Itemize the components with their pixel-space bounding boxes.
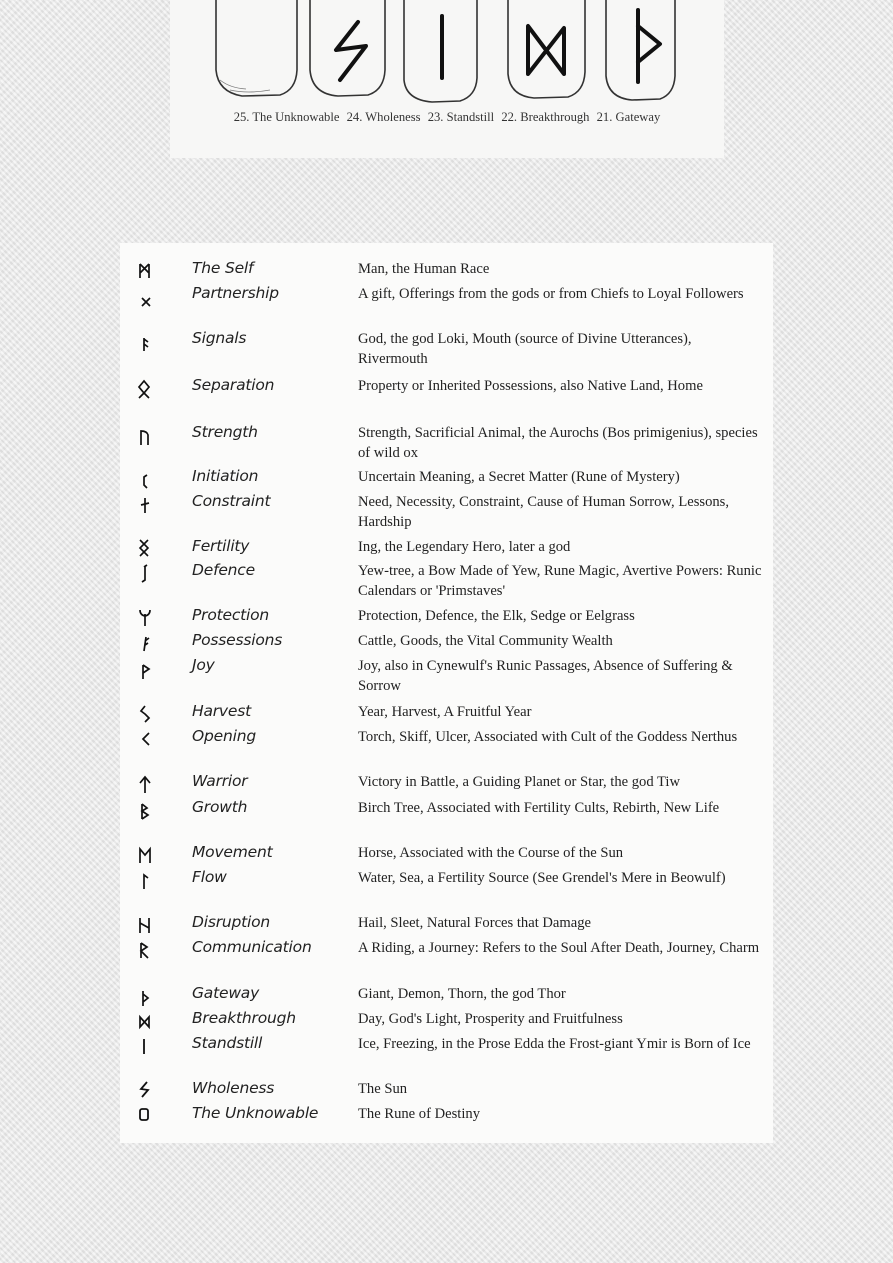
rune-description: The Rune of Destiny [358,1106,480,1122]
rune-stones-illustration [170,0,724,158]
isa-glyph [120,1034,170,1058]
caption-unknowable: 25. The Unknowable [233,110,340,124]
rune-description: Protection, Defence, the Elk, Sedge or Eelgrass [358,608,635,624]
thurisaz-glyph [120,984,170,1008]
rune-description: Ice, Freezing, in the Prose Edda the Frost-giant Ymir is Born of Ice [358,1036,751,1052]
perthro-glyph [120,467,170,491]
thurisaz-stone-outline [606,0,675,100]
sowilo-rune [336,22,366,80]
algiz-glyph [120,606,170,630]
rune-description: Horse, Associated with the Course of the Sun [358,845,624,861]
kenaz-glyph [120,727,170,751]
rune-description: Strength, Sacrificial Animal, the Aurochs (Bos primigenius), species of wild ox [358,425,758,461]
rune-description: The Sun [358,1081,408,1097]
rune-description: Day, God's Light, Prosperity and Fruitfulness [358,1011,623,1027]
rune-description: Birch Tree, Associated with Fertility Cults, Rebirth, New Life [358,800,720,816]
blank-rune-glyph [120,1104,170,1128]
thurisaz-rune [638,10,660,82]
rune-meaning: The Unknowable [192,1104,319,1122]
rune-description: Torch, Skiff, Ulcer, Associated with Cult of the Goddess Nerthus [358,729,738,745]
rune-meaning: Initiation [192,467,259,485]
rune-description: Hail, Sleet, Natural Forces that Damage [358,915,592,931]
rune-description: God, the god Loki, Mouth (source of Divine Utterances), Rivermouth [358,331,692,367]
rune-meaning: Disruption [192,913,271,931]
rune-meaning: Movement [192,843,273,861]
caption-breakthrough: 22. Breakthrough [501,110,590,124]
rune-meaning: Communication [192,938,312,956]
rune-meaning: Signals [192,329,247,347]
rune-meaning: Partnership [192,284,279,302]
laguz-glyph [120,868,170,892]
rune-description: Uncertain Meaning, a Secret Matter (Rune of Mystery) [358,469,680,485]
gebo-glyph [120,284,170,308]
rune-description: Man, the Human Race [358,261,490,277]
rune-meaning: Harvest [192,702,251,720]
rune-description: Water, Sea, a Fertility Source (See Grendel's Mere in Beowulf) [358,870,726,886]
rune-description: Joy, also in Cynewulf's Runic Passages, Absence of Suffering & Sorrow [358,658,733,694]
caption-standstill: 23. Standstill [427,110,495,124]
rune-meaning: Possessions [192,631,283,649]
berkano-glyph [120,798,170,822]
rune-description: Need, Necessity, Constraint, Cause of Human Sorrow, Lessons, Hardship [358,494,729,530]
rune-meaning: Defence [192,561,255,579]
ansuz-glyph [120,329,170,353]
rune-description: Victory in Battle, a Guiding Planet or Star, the god Tiw [358,774,681,790]
rune-meaning: Flow [192,868,227,886]
rune-meaning: Opening [192,727,256,745]
rune-meaning: Constraint [192,492,271,510]
nauthiz-glyph [120,492,170,516]
rune-meaning: Breakthrough [192,1009,296,1027]
rune-meanings-table [120,243,773,1143]
dagaz-rune [528,26,564,74]
rune-meaning: Wholeness [192,1079,275,1097]
rune-meaning: The Self [192,259,254,277]
ingwaz-glyph [120,537,170,561]
fehu-glyph [120,631,170,655]
dagaz-glyph [120,1009,170,1033]
rune-description: Ing, the Legendary Hero, later a god [358,539,571,555]
rune-meaning: Warrior [192,772,248,790]
jera-glyph [120,702,170,726]
rune-meaning: Strength [192,423,258,441]
wunjo-glyph [120,656,170,680]
rune-description: Property or Inherited Possessions, also Native Land, Home [358,378,703,394]
rune-description: Year, Harvest, A Fruitful Year [358,704,532,720]
rune-meaning: Gateway [192,984,260,1002]
rune-meaning: Separation [192,376,275,394]
rune-meaning: Protection [192,606,270,624]
rune-description: A Riding, a Journey: Refers to the Soul After Death, Journey, Charm [358,940,760,956]
rune-description: Giant, Demon, Thorn, the god Thor [358,986,566,1002]
rune-stones-drawing [170,0,724,110]
rune-meaning: Growth [192,798,248,816]
rune-description: A gift, Offerings from the gods or from Chiefs to Loyal Followers [358,286,744,302]
stones-caption [170,110,724,125]
raidho-glyph [120,938,170,962]
rune-description: Yew-tree, a Bow Made of Yew, Rune Magic, Avertive Powers: Runic Calendars or 'Primstaves' [358,563,762,599]
rune-meaning: Standstill [192,1034,263,1052]
eihwaz-glyph [120,561,170,585]
othala-glyph [120,376,170,400]
rune-meaning: Fertility [192,537,250,555]
mannaz-glyph [120,259,170,283]
caption-gateway: 21. Gateway [596,110,661,124]
rune-description: Cattle, Goods, the Vital Community Wealth [358,633,613,649]
uruz-glyph [120,423,170,447]
sowilo-glyph [120,1079,170,1103]
blank-stone-outline [216,0,297,96]
ehwaz-glyph [120,843,170,867]
tiwaz-glyph [120,772,170,796]
caption-wholeness: 24. Wholeness [346,110,421,124]
hagalaz-glyph [120,913,170,937]
rune-meaning: Joy [192,656,215,674]
